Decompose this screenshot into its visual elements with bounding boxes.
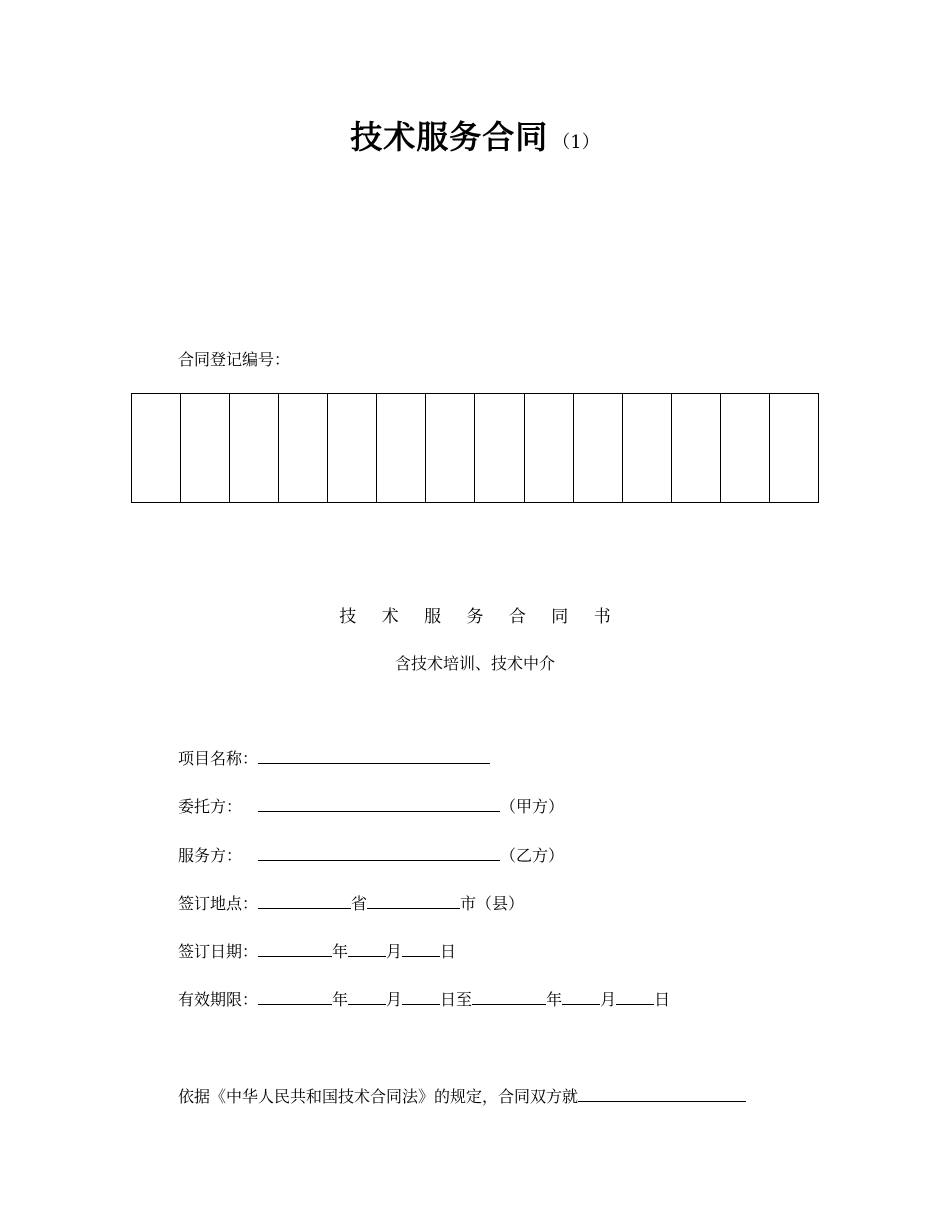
- registration-digit-box[interactable]: [524, 394, 573, 503]
- signing-year-blank[interactable]: [258, 940, 332, 957]
- city-blank[interactable]: [367, 892, 460, 909]
- city-county-text: 市（县）: [460, 894, 525, 913]
- client-blank[interactable]: [258, 795, 500, 812]
- validity-start-year-blank[interactable]: [258, 988, 332, 1005]
- document-title-number: （1）: [552, 132, 600, 153]
- document-title-block: [0, 112, 950, 158]
- registration-digit-box[interactable]: [328, 394, 377, 503]
- contract-subtitle: 技 术 服 务 合 同 书: [339, 607, 611, 627]
- validity-end-day-blank[interactable]: [616, 988, 654, 1005]
- validity-row: [178, 988, 670, 1011]
- registration-digit-box[interactable]: [181, 394, 230, 503]
- signing-month-blank[interactable]: [348, 940, 386, 957]
- registration-digit-box[interactable]: [671, 394, 720, 503]
- month-text: 月: [600, 990, 617, 1009]
- day-to-text: 日至: [440, 990, 473, 1009]
- province-blank[interactable]: [258, 892, 351, 909]
- provider-suffix: （乙方）: [500, 846, 565, 865]
- year-text: 年: [332, 990, 349, 1009]
- client-label: 委托方：: [178, 797, 243, 816]
- project-name-blank[interactable]: [258, 747, 490, 764]
- provider-blank[interactable]: [258, 844, 500, 861]
- signing-date-row: [178, 940, 456, 963]
- signing-place-row: [178, 892, 524, 915]
- validity-label: 有效期限：: [178, 990, 259, 1009]
- validity-start-day-blank[interactable]: [402, 988, 440, 1005]
- basis-text: 依据《中华人民共和国技术合同法》的规定，合同双方就: [178, 1087, 579, 1106]
- registration-digit-box[interactable]: [475, 394, 524, 503]
- signing-date-label: 签订日期：: [178, 942, 259, 961]
- provider-label: 服务方：: [178, 846, 243, 865]
- registration-digit-box[interactable]: [230, 394, 279, 503]
- registration-digit-box[interactable]: [769, 394, 818, 503]
- provider-row: [178, 844, 564, 867]
- registration-digit-box[interactable]: [132, 394, 181, 503]
- year-text: 年: [546, 990, 563, 1009]
- registration-digit-box[interactable]: [622, 394, 671, 503]
- day-text: 日: [440, 942, 457, 961]
- year-text: 年: [332, 942, 349, 961]
- signing-place-label: 签订地点：: [178, 894, 259, 913]
- registration-digit-box[interactable]: [573, 394, 622, 503]
- registration-number-label: 合同登记编号：: [178, 350, 291, 369]
- validity-end-year-blank[interactable]: [472, 988, 546, 1005]
- client-suffix: （甲方）: [500, 797, 565, 816]
- registration-digit-box[interactable]: [426, 394, 475, 503]
- validity-end-month-blank[interactable]: [562, 988, 600, 1005]
- project-name-row: [178, 747, 490, 770]
- client-row: [178, 795, 564, 818]
- project-name-label: 项目名称：: [178, 749, 259, 768]
- registration-digit-box[interactable]: [279, 394, 328, 503]
- registration-digit-box[interactable]: [720, 394, 769, 503]
- validity-start-month-blank[interactable]: [348, 988, 386, 1005]
- contract-subnote: 含技术培训、技术中介: [394, 654, 555, 673]
- month-text: 月: [386, 942, 403, 961]
- registration-number-grid: [131, 393, 819, 503]
- signing-day-blank[interactable]: [402, 940, 440, 957]
- document-title: 技术服务合同: [350, 118, 549, 156]
- month-text: 月: [386, 990, 403, 1009]
- basis-row: [178, 1085, 746, 1108]
- registration-digit-box[interactable]: [377, 394, 426, 503]
- province-text: 省: [351, 894, 368, 913]
- basis-subject-blank[interactable]: [578, 1085, 746, 1102]
- day-text: 日: [654, 990, 671, 1009]
